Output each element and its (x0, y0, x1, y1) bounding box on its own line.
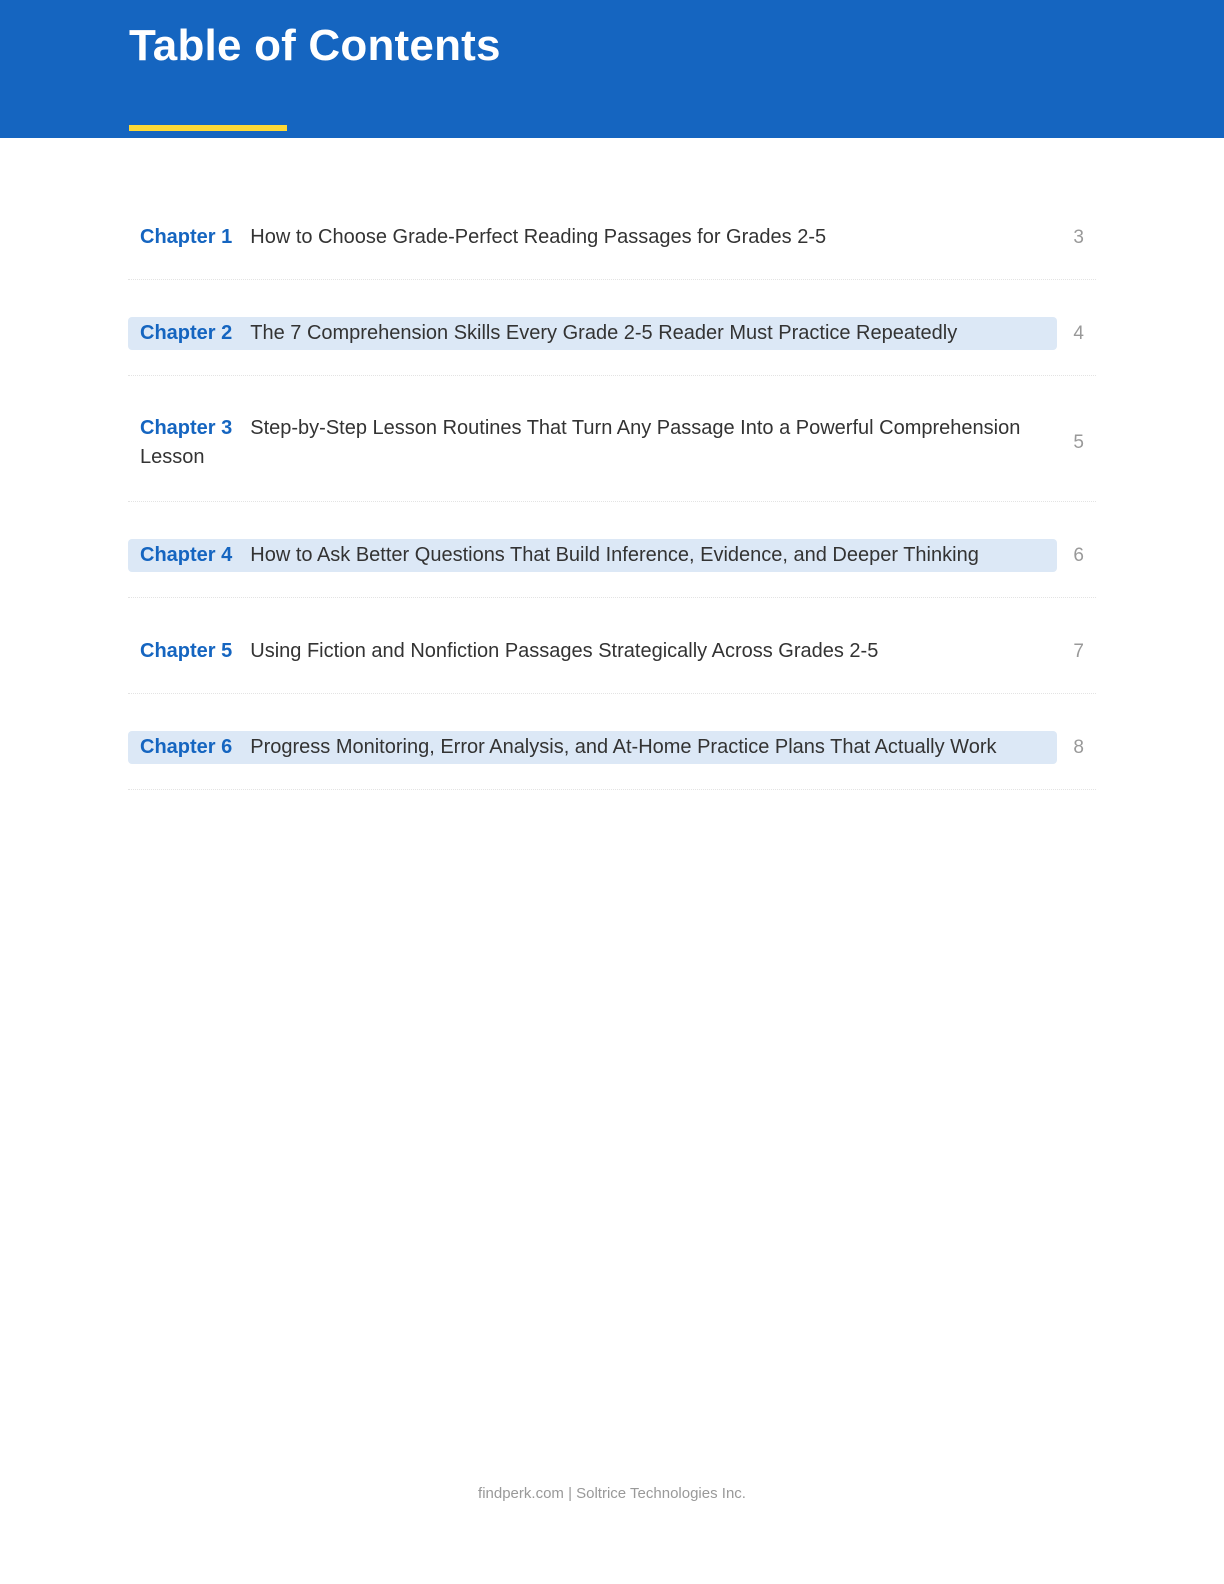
chapter-title: Using Fiction and Nonfiction Passages Strategically Across Grades 2-5 (250, 640, 879, 662)
chapter-label: Chapter 2 (140, 322, 233, 344)
chapter-label: Chapter 3 (140, 417, 233, 439)
page-title: Table of Contents (129, 21, 501, 70)
page-number: 8 (1073, 737, 1084, 758)
toc-list (128, 190, 1096, 790)
toc-entry-chapter-2[interactable] (128, 286, 1096, 376)
page-number: 6 (1073, 545, 1084, 566)
page-number: 7 (1073, 641, 1084, 662)
toc-entry-chapter-5[interactable] (128, 604, 1096, 694)
chapter-label: Chapter 5 (140, 640, 233, 662)
chapter-title: How to Choose Grade-Perfect Reading Passages for Grades 2-5 (250, 226, 827, 248)
footer-text: findperk.com | Soltrice Technologies Inc. (478, 1485, 746, 1502)
toc-entry-text (128, 317, 1057, 350)
toc-entry-chapter-3[interactable] (128, 382, 1096, 502)
chapter-title: How to Ask Better Questions That Build Inference, Evidence, and Deeper Thinking (250, 544, 979, 566)
chapter-title: The 7 Comprehension Skills Every Grade 2-5 Reader Must Practice Repeatedly (250, 322, 958, 344)
toc-entry-chapter-4[interactable] (128, 508, 1096, 598)
chapter-title: Progress Monitoring, Error Analysis, and At-Home Practice Plans That Actually Work (250, 736, 997, 758)
header-banner (0, 0, 1224, 138)
page-number: 3 (1073, 227, 1084, 248)
page-number: 5 (1073, 432, 1084, 453)
toc-entry-text (128, 539, 1057, 572)
chapter-label: Chapter 6 (140, 736, 233, 758)
chapter-label: Chapter 1 (140, 226, 233, 248)
toc-entry-chapter-1[interactable] (128, 190, 1096, 280)
page-number: 4 (1073, 323, 1084, 344)
toc-entry-chapter-6[interactable] (128, 700, 1096, 790)
toc-entry-text (128, 412, 1057, 474)
title-accent-bar (129, 125, 287, 131)
chapter-label: Chapter 4 (140, 544, 233, 566)
toc-entry-text (128, 221, 1057, 254)
toc-entry-text (128, 731, 1057, 764)
toc-entry-text (128, 635, 1057, 668)
chapter-title: Step-by-Step Lesson Routines That Turn Any Passage Into a Powerful Comprehension Lesson (140, 417, 1021, 468)
